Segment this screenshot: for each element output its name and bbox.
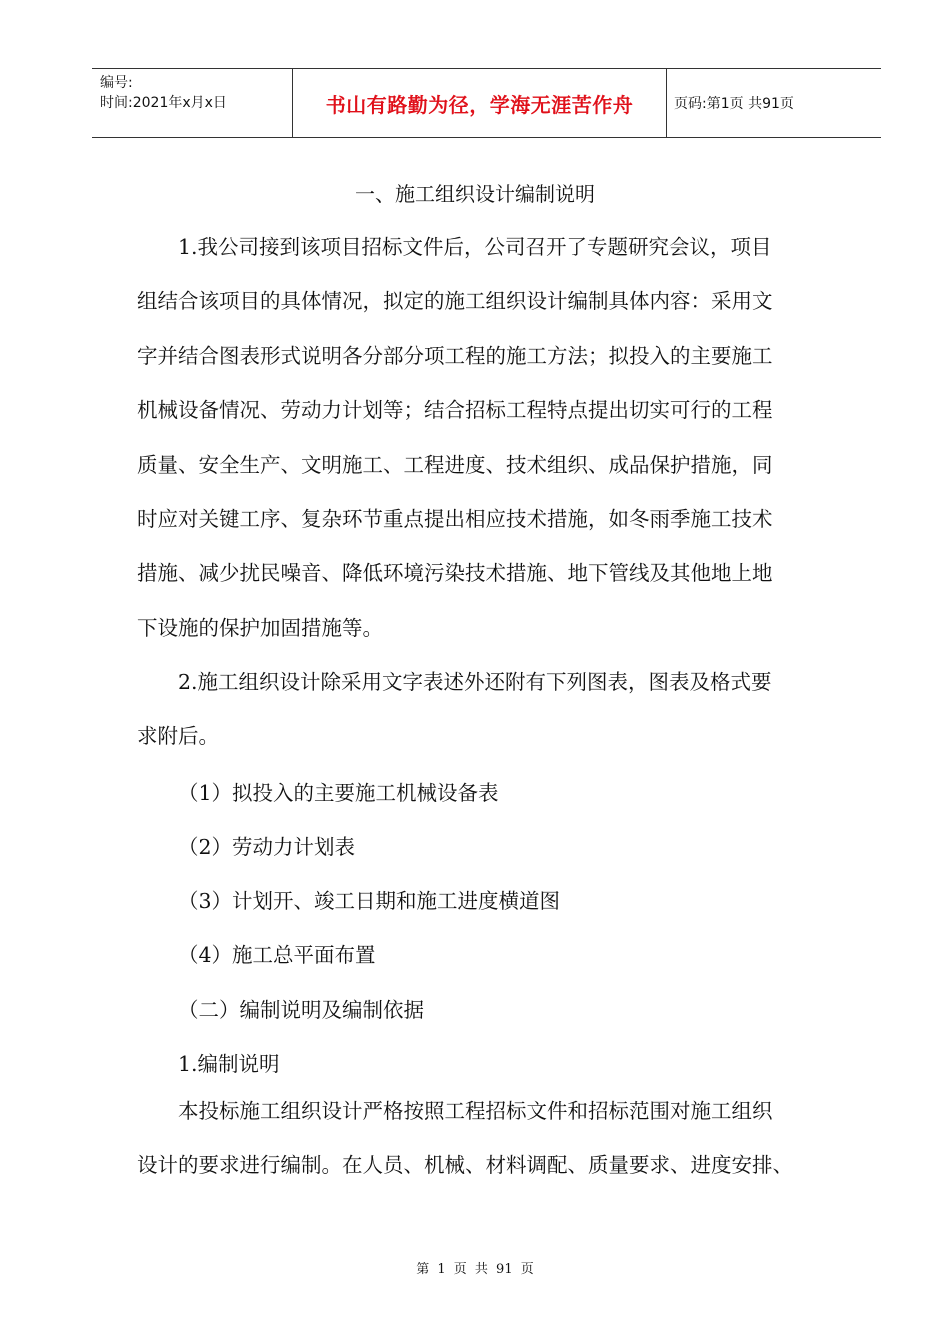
paragraph-line: 2.施工组织设计除采用文字表述外还附有下列图表，图表及格式要: [178, 670, 772, 694]
number-label: 编号:: [100, 75, 133, 91]
paragraph-2: [137, 655, 837, 764]
paragraph-line: 1.我公司接到该项目招标文件后，公司召开了专题研究会议，项目: [178, 235, 772, 259]
paragraph-line: 本投标施工组织设计严格按照工程招标文件和招标范围对施工组织: [178, 1099, 773, 1123]
page-footer: 第 1 页 共 91 页: [416, 1262, 534, 1277]
list-item: （1）拟投入的主要施工机械设备表: [178, 781, 499, 805]
list-item: （3）计划开、竣工日期和施工进度横道图: [178, 889, 561, 913]
paragraph-line: 下设施的保护加固措施等。: [137, 615, 383, 640]
paragraph-line: 措施、减少扰民噪音、降低环境污染技术措施、地下管线及其他地上地: [137, 561, 773, 586]
paragraph-line: 机械设备情况、劳动力计划等；结合招标工程特点提出切实可行的工程: [137, 398, 773, 423]
section-title: 一、施工组织设计编制说明: [355, 182, 595, 206]
paragraph-line: 质量、安全生产、文明施工、工程进度、技术组织、成品保护措施，同: [137, 452, 773, 477]
list-item: （2）劳动力计划表: [178, 835, 356, 859]
paragraph-line: 字并结合图表形式说明各分部分项工程的施工方法；拟投入的主要施工: [137, 343, 773, 368]
header-motto: 书山有路勤为径，学海无涯苦作舟: [292, 69, 667, 137]
sub-item: 1.编制说明: [178, 1052, 280, 1076]
page-header: [92, 68, 881, 138]
paragraph-line: 求附后。: [137, 724, 219, 749]
paragraph-line: 设计的要求进行编制。在人员、机械、材料调配、质量要求、进度安排、: [137, 1153, 793, 1178]
paragraph-3: [137, 1084, 837, 1193]
header-meta: [92, 69, 292, 137]
time-label: 时间:2021年x月x日: [100, 95, 227, 111]
paragraph-line: 组结合该项目的具体情况，拟定的施工组织设计编制具体内容：采用文: [137, 289, 773, 314]
subsection-title: （二）编制说明及编制依据: [178, 998, 424, 1022]
paragraph-line: 时应对关键工序、复杂环节重点提出相应技术措施，如冬雨季施工技术: [137, 507, 773, 532]
header-page-info: 页码:第1页 共91页: [674, 96, 794, 112]
list-item: （4）施工总平面布置: [178, 943, 376, 967]
paragraph-1: [137, 220, 837, 655]
